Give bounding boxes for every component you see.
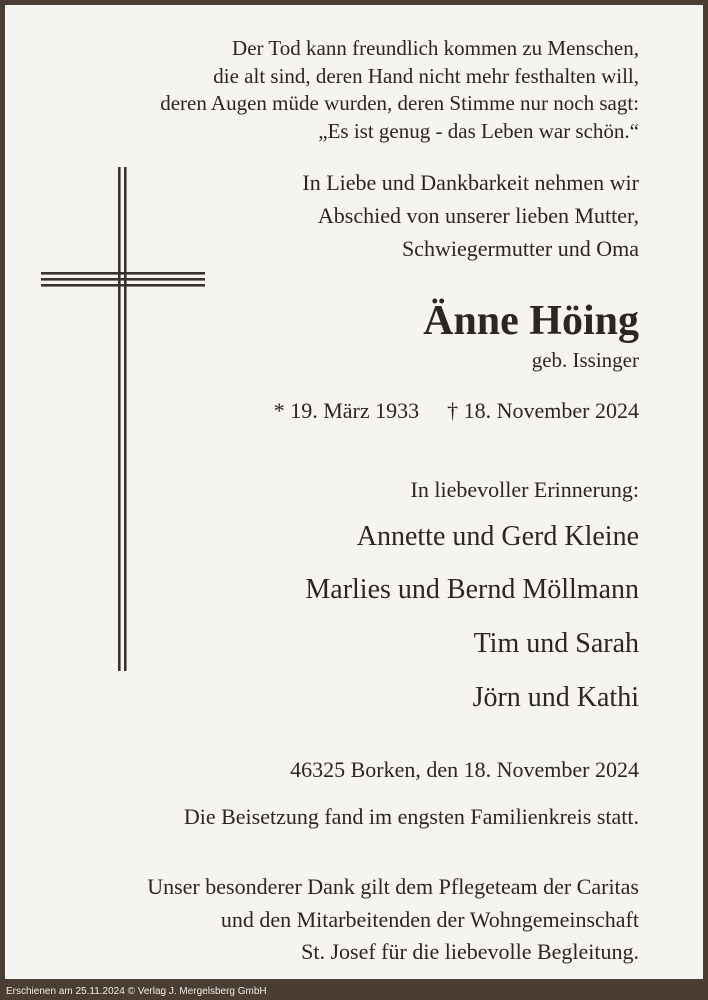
birth-date: * 19. März 1933 [273,398,420,423]
thanks-line: und den Mitarbeitenden der Wohngemeinschaft [220,906,639,932]
farewell-text [302,166,639,265]
thanks-line: St. Josef für die liebevolle Begleitung. [301,939,639,964]
poem [160,35,639,145]
poem-line: Der Tod kann freundlich kommen zu Menschen, [232,36,639,60]
publication-note: Erschienen am 25.11.2024 © Verlag J. Mergelsberg GmbH [6,986,267,997]
thanks-line: Unser besonderer Dank gilt dem Pflegeteam der Caritas [147,874,639,899]
life-dates [274,396,639,426]
publication-footer [0,984,708,1000]
mourner-entry: Tim und Sarah [473,628,639,659]
thanks-note [147,871,639,969]
death-date: † 18. November 2024 [447,398,639,423]
deceased-name: Änne Höing [423,298,639,344]
mourner-entry: Marlies und Bernd Möllmann [305,574,639,605]
poem-line: „Es ist genug - das Leben war schön.“ [318,118,639,143]
farewell-line: In Liebe und Dankbarkeit nehmen wir [302,170,639,195]
farewell-line: Abschied von unserer lieben Mutter, [317,203,639,228]
mourner-entry: Annette und Gerd Kleine [356,521,639,552]
maiden-name: geb. Issinger [531,348,639,372]
memory-heading: In liebevoller Erinnerung: [410,477,639,502]
place-and-date: 46325 Borken, den 18. November 2024 [290,757,639,782]
poem-line: die alt sind, deren Hand nicht mehr festhalten will, [213,63,639,88]
poem-line: deren Augen müde wurden, deren Stimme nur noch sagt: [160,91,639,115]
mourner-entry: Jörn und Kathi [472,682,639,713]
farewell-line: Schwiegermutter und Oma [401,236,639,261]
cross-icon [41,167,205,671]
burial-note: Die Beisetzung fand im engsten Familienkreis statt. [183,804,639,829]
